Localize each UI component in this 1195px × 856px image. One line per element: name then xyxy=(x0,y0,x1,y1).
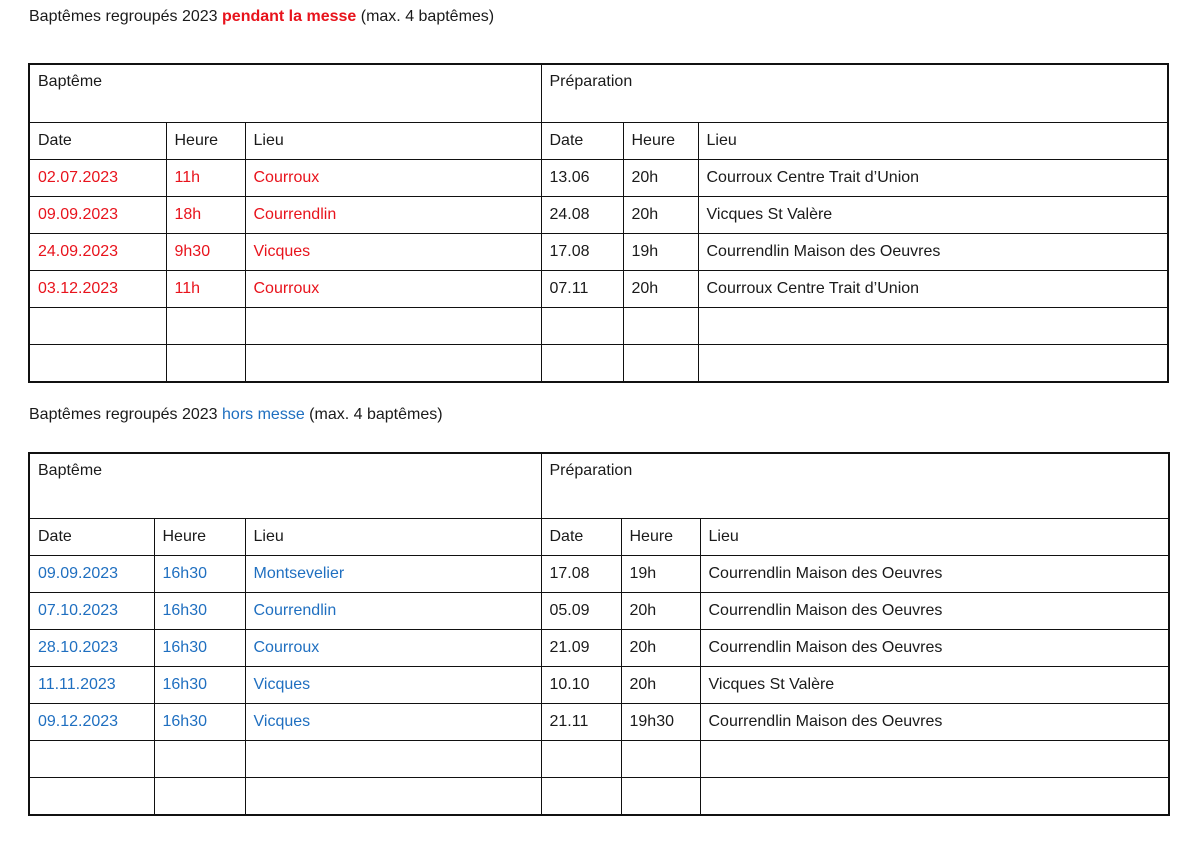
preparation-heure: 20h xyxy=(621,630,700,667)
bapteme-heure xyxy=(154,741,245,778)
bapteme-lieu: Vicques xyxy=(245,234,541,271)
bapteme-date: 09.12.2023 xyxy=(29,704,154,741)
preparation-lieu: Vicques St Valère xyxy=(698,197,1168,234)
section2-col-heure: Heure xyxy=(154,519,245,556)
section1-col-prep-heure: Heure xyxy=(623,123,698,160)
preparation-heure xyxy=(621,778,700,816)
section2-heading xyxy=(29,406,443,424)
bapteme-lieu: Vicques xyxy=(245,667,541,704)
bapteme-date xyxy=(29,778,154,816)
preparation-heure xyxy=(623,308,698,345)
preparation-heure xyxy=(621,741,700,778)
preparation-lieu: Courroux Centre Trait d’Union xyxy=(698,160,1168,197)
table-row xyxy=(29,593,1169,630)
preparation-lieu xyxy=(700,778,1169,816)
section1-col-date: Date xyxy=(29,123,166,160)
section1-heading-highlight: pendant la messe xyxy=(222,8,357,25)
bapteme-lieu xyxy=(245,308,541,345)
preparation-date xyxy=(541,778,621,816)
bapteme-date: 07.10.2023 xyxy=(29,593,154,630)
bapteme-date: 03.12.2023 xyxy=(29,271,166,308)
preparation-lieu: Courroux Centre Trait d’Union xyxy=(698,271,1168,308)
bapteme-lieu xyxy=(245,778,541,816)
preparation-date: 17.08 xyxy=(541,556,621,593)
preparation-heure: 20h xyxy=(623,160,698,197)
section2-col-prep-heure: Heure xyxy=(621,519,700,556)
table-row xyxy=(29,667,1169,704)
bapteme-heure: 11h xyxy=(166,271,245,308)
section1-col-lieu: Lieu xyxy=(245,123,541,160)
bapteme-heure xyxy=(154,778,245,816)
preparation-lieu: Courrendlin Maison des Oeuvres xyxy=(700,593,1169,630)
preparation-heure: 20h xyxy=(623,197,698,234)
bapteme-heure: 18h xyxy=(166,197,245,234)
preparation-heure: 20h xyxy=(621,593,700,630)
bapteme-date: 02.07.2023 xyxy=(29,160,166,197)
table-row-empty xyxy=(29,741,1169,778)
preparation-heure xyxy=(623,345,698,383)
section1-group-row xyxy=(29,64,1168,123)
bapteme-date: 09.09.2023 xyxy=(29,556,154,593)
bapteme-date xyxy=(29,345,166,383)
section1-heading xyxy=(29,8,494,26)
bapteme-lieu: Courrendlin xyxy=(245,197,541,234)
bapteme-date: 11.11.2023 xyxy=(29,667,154,704)
preparation-lieu: Courrendlin Maison des Oeuvres xyxy=(700,630,1169,667)
preparation-lieu: Courrendlin Maison des Oeuvres xyxy=(700,556,1169,593)
section1-heading-post: (max. 4 baptêmes) xyxy=(356,8,495,25)
section1-col-prep-date: Date xyxy=(541,123,623,160)
preparation-lieu xyxy=(698,345,1168,383)
preparation-heure: 19h xyxy=(623,234,698,271)
bapteme-lieu xyxy=(245,345,541,383)
bapteme-date: 28.10.2023 xyxy=(29,630,154,667)
preparation-heure: 19h30 xyxy=(621,704,700,741)
preparation-lieu: Courrendlin Maison des Oeuvres xyxy=(700,704,1169,741)
section2-header-row xyxy=(29,519,1169,556)
bapteme-heure xyxy=(166,345,245,383)
section2-table xyxy=(28,452,1170,816)
preparation-date: 17.08 xyxy=(541,234,623,271)
preparation-date: 05.09 xyxy=(541,593,621,630)
preparation-lieu xyxy=(698,308,1168,345)
bapteme-date: 24.09.2023 xyxy=(29,234,166,271)
section2-col-lieu: Lieu xyxy=(245,519,541,556)
table-row xyxy=(29,234,1168,271)
bapteme-lieu: Montsevelier xyxy=(245,556,541,593)
table-row xyxy=(29,630,1169,667)
section2-group-row xyxy=(29,453,1169,519)
bapteme-lieu xyxy=(245,741,541,778)
table-row xyxy=(29,271,1168,308)
table-row-empty xyxy=(29,308,1168,345)
bapteme-date xyxy=(29,308,166,345)
bapteme-date xyxy=(29,741,154,778)
preparation-date: 21.11 xyxy=(541,704,621,741)
preparation-lieu xyxy=(700,741,1169,778)
table-row xyxy=(29,197,1168,234)
table-row xyxy=(29,556,1169,593)
preparation-date: 24.08 xyxy=(541,197,623,234)
section2-group-preparation: Préparation xyxy=(541,453,1169,519)
bapteme-heure: 11h xyxy=(166,160,245,197)
bapteme-heure: 9h30 xyxy=(166,234,245,271)
table-row xyxy=(29,704,1169,741)
section1-col-prep-lieu: Lieu xyxy=(698,123,1168,160)
bapteme-lieu: Courroux xyxy=(245,271,541,308)
bapteme-lieu: Courrendlin xyxy=(245,593,541,630)
section2-heading-pre: Baptêmes regroupés 2023 xyxy=(29,406,223,423)
section2-heading-post: (max. 4 baptêmes) xyxy=(304,406,443,423)
section1-header-row xyxy=(29,123,1168,160)
table-row xyxy=(29,160,1168,197)
preparation-date xyxy=(541,308,623,345)
bapteme-heure xyxy=(166,308,245,345)
section1-table xyxy=(28,63,1169,383)
section1-group-preparation: Préparation xyxy=(541,64,1168,123)
bapteme-heure: 16h30 xyxy=(154,667,245,704)
section1-heading-pre: Baptêmes regroupés 2023 xyxy=(29,8,223,25)
preparation-date: 07.11 xyxy=(541,271,623,308)
section2-col-prep-date: Date xyxy=(541,519,621,556)
section2-heading-highlight: hors messe xyxy=(222,406,305,423)
section1-group-bapteme: Baptême xyxy=(29,64,541,123)
section2-col-date: Date xyxy=(29,519,154,556)
preparation-heure: 20h xyxy=(621,667,700,704)
preparation-date: 21.09 xyxy=(541,630,621,667)
bapteme-lieu: Vicques xyxy=(245,704,541,741)
preparation-date xyxy=(541,345,623,383)
preparation-date: 13.06 xyxy=(541,160,623,197)
section2-group-bapteme: Baptême xyxy=(29,453,541,519)
preparation-heure: 19h xyxy=(621,556,700,593)
bapteme-date: 09.09.2023 xyxy=(29,197,166,234)
preparation-lieu: Courrendlin Maison des Oeuvres xyxy=(698,234,1168,271)
preparation-heure: 20h xyxy=(623,271,698,308)
table-row-empty xyxy=(29,345,1168,383)
bapteme-heure: 16h30 xyxy=(154,630,245,667)
preparation-lieu: Vicques St Valère xyxy=(700,667,1169,704)
table-row-empty xyxy=(29,778,1169,816)
section2-col-prep-lieu: Lieu xyxy=(700,519,1169,556)
bapteme-lieu: Courroux xyxy=(245,160,541,197)
preparation-date xyxy=(541,741,621,778)
section1-col-heure: Heure xyxy=(166,123,245,160)
bapteme-heure: 16h30 xyxy=(154,556,245,593)
bapteme-lieu: Courroux xyxy=(245,630,541,667)
preparation-date: 10.10 xyxy=(541,667,621,704)
bapteme-heure: 16h30 xyxy=(154,593,245,630)
bapteme-heure: 16h30 xyxy=(154,704,245,741)
